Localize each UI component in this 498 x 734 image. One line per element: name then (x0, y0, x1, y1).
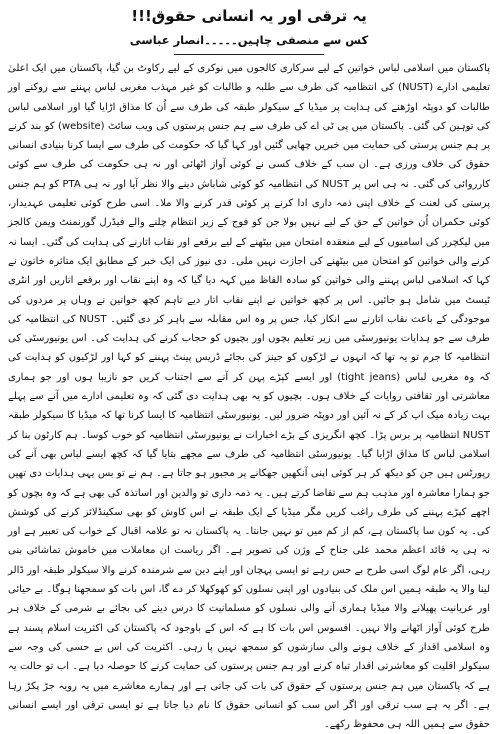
article-body: پاکستان میں اسلامی لباس خواتین کے لیے سرکاری کالجوں میں نوکری کے لیے رکاوٹ بن گیا، پاکستان میں ایک اعلیٰ تعلیمی ادارے (NUST) کی انتظامیہ کی طرف سے طلبہ و طالبات کو غیر مہذب مغربی لباس پہننے سے روکنے اور طالبات کو دوپٹہ اوڑھنے کی ہدایت پر میڈیا کے سیکولر طبقہ کی طرف سے اُن کا مذاق اڑایا گیا اور اسلامی لباس کی توہین کی گئی۔ پاکستان میں پی ٹی اے کی طرف سے ہم جنس پرستوں کی ویب سائٹ (website) کو بند کرنے پر ہم جنس پرستی کی حمایت میں خبریں چھاپی گئیں اور کہا گیا کہ حکومت کی طرف سے ایسا کرنا بنیادی انسانی حقوق کی خلاف ورزی ہے۔ ان سب کے خلاف کسی نے کوئی آواز اٹھائی اور نہ ہی حکومت کی طرف سے کوئی کارروائی کی گئی۔ نہ ہی اس پر NUST کی انتظامیہ کو کوئی شاباش دینے والا نظر آیا اور نہ ہی PTA کو ہم جنس پرستی کی لعنت کے خلاف اپنی ذمہ داری ادا کرنے پر کوئی قدر کرنے والا ملا۔ اسی طرح کوئی تعلیمی عہدیدار، کوئی حکمران اُن خواتین کے حق کے لیے نہیں بولا جن کو فوج کے زیر انتظام چلنے والے فیڈرل گورنمنٹ ویمن کالجز میں لیکچرر کی اسامیوں کے لیے منعقدہ امتحان میں بیٹھنے کے لیے برقعے اور نقاب اتارنے کی ہدایت کی گئی۔ ایسا نہ کرنے والی خواتین کو امتحان میں بیٹھنے کی اجازت نہیں ملی۔ دی نیوز کی ایک خبر کے مطابق ایک متاثرہ خاتون نے کہا کہ اسلامی لباس پہننے والی خواتین کو سادہ الفاظ میں کہہ دیا گیا کہ وہ اپنے نقاب اور برقعے اتاریں اور انٹری ٹیسٹ میں شامل ہو جائیں۔ اس پر کچھ خواتین نے اپنے نقاب اتار دیے تاہم کچھ خواتین نے وہاں پر مردوں کی موجودگی کے باعث نقاب اتارنے سے انکار کیا، جس پر وہ اس مقابلہ سے باہر کر دی گئیں۔ NUST کی انتظامیہ کی طرف سے جو ہدایات یونیورسٹی میں زیر تعلیم بچوں اور بچیوں کو حجاب کرنے کی ہدایت کی۔ اس یونیورسٹی کی انتظامیہ کا جرم تو یہ تھا کہ انہوں نے لڑکوں کو جینز کی بجائے ڈریس پینٹ پہننے کو کہا اور لڑکیوں کو ہدایت کی کہ وہ مغربی لباس (tight jeans) اور ایسے کپڑے پہن کر آنے سے اجتناب کریں جو نازیبا ہوں اور جو ہماری معاشرتی اور ثقافتی روایات کے خلاف ہوں۔ بچیوں کو یہ بھی ہدایت دی گئی کہ وہ تعلیمی ادارے میں آنے سے پہلے بہت زیادہ میک اپ کر کے نہ آئیں اور دوپٹہ ضرور لیں۔ یونیورسٹی انتظامیہ کا ایسا کرنا تھا کہ میڈیا کا سیکولر طبقہ NUST انتظامیہ پر برس پڑا۔ کچھ انگریزی کے بڑے اخبارات نے یونیورسٹی انتظامیہ کو خوب کوسا۔ ہم کارٹون بنا کر اسلامی لباس کا مذاق اڑایا گیا۔ یونیورسٹی انتظامیہ کی طرف سے مجھے بتایا گیا کہ کچھ ایسے لباس بھی آنے کی رپورٹس ہیں جن کو دیکھ کر ہر کوئی اپنی آنکھیں جھکانے پر مجبور ہو جاتا ہے۔ ہم نے تو بس یہی ہدایات دی تھیں جو ہمارا معاشرہ اور مذہب ہم سے تقاضا کرتے ہیں۔ یہ ذمہ داری تو والدین اور اساتذہ کی بھی ہے کہ وہ بچوں کو اچھے کپڑے پہننے کی طرف راغب کریں مگر میڈیا کے ایک طبقہ نے اس کاوش کو بھی سکینڈلائز کرنے کی کوشش کی۔ یہ کون سا پاکستان ہے، کم از کم میں تو نہیں جانتا۔ یہ پاکستان نہ تو علامہ اقبال کے خواب کی تعبیر ہے اور نہ ہی یہ قائد اعظم محمد علی جناح کے وژن کی تصویر ہے۔ اگر ریاست ان معاملات میں خاموش تماشائی بنی رہی، اگر عام لوگ اسی طرح بے حس رہے تو ایسی پہچان اور اپنے دین سے شرمندہ کرنے والا سیکولر طبقہ اور ڈالر لینا والا یہ طبقہ ہمیں اس ملک کی بنیادوں اور اپنی نسلوں کو کھوکھلا کر دے گا، اس بات کو سمجھنا ہوگا۔ بے حیائی اور عریانیت پھیلانے والا میڈیا ہماری آنے والی نسلوں کو مسلمانیت کا درس دینے کی بجائے بے شرمی کے خلاف ہر طرح کوئی آواز اٹھانے والا نہیں۔ افسوس اس بات کا ہے کہ اس کے باوجود کہ پاکستان کی اکثریت اسلام پسند ہے وہ اسلامی اقدار کے خلاف ہونے والی سازشوں کو سمجھ نہیں پا رہی۔ اکثریت کی اس بے حسی کی وجہ سے سیکولر اقلیت کو معاشرتی اقدار تباہ کرنے اور ہم جنس پرستوں کی حمایت کرنے کا حوصلہ دیا ہے۔ اب تو حالت یہ ہے کہ پاکستان میں ہم جنس پرستوں کے حقوق کی بات کی جاتی ہے اور ہمارے معاشرے میں یہ رویہ جڑ پکڑ رہا ہے۔ اگر یہ ہے سب ترقی اور اگر اس سب کو انسانی حقوق کا نام دیا جاتا ہے تو ایسی ترقی اور ایسے انسانی حقوق سے ہمیں اللہ ہی محفوظ رکھے۔ (8, 63, 491, 731)
title-divider (174, 54, 324, 55)
article-byline: کس سے منصفی چاہیں۔۔۔۔۔انصار عباسی (129, 33, 369, 47)
article-title: یہ ترقی اور یہ انسانی حقوق!!! (131, 7, 367, 25)
